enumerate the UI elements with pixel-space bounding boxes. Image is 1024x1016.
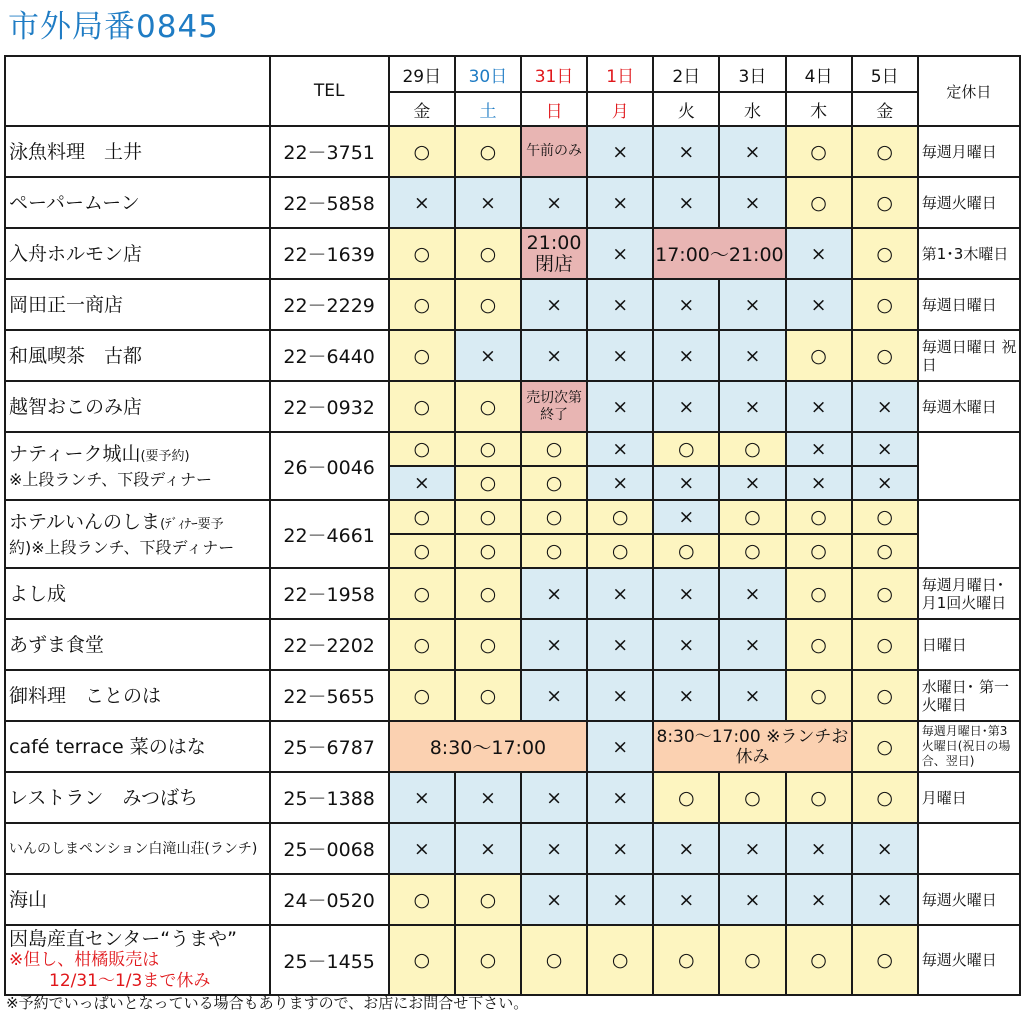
shop-tel: 22－2229 (270, 279, 389, 330)
header-tel: TEL (270, 56, 389, 126)
status: ○ (455, 619, 521, 670)
shop-name-text: 入舟ホルモン店 (9, 242, 143, 265)
status: × (653, 568, 719, 619)
status: × (786, 874, 852, 925)
shop-name-text: よし成 (9, 582, 67, 605)
closed-day: 毎週月曜日 (918, 126, 1020, 177)
shop-name-text: 泳魚料理 土井 (9, 140, 143, 163)
status: × (521, 823, 587, 874)
status: ○ (653, 772, 719, 823)
shop-name (5, 177, 270, 228)
closed-day: 毎週火曜日 (918, 177, 1020, 228)
shop-tel: 22－5655 (270, 670, 389, 721)
status-note: 21:00 閉店 (521, 228, 587, 279)
shop-name (5, 500, 270, 568)
status: × (653, 279, 719, 330)
dinner-status: ○ (389, 534, 455, 568)
status: ○ (852, 568, 918, 619)
dinner-status: × (852, 466, 918, 500)
footnote: ※予約でいっぱいとなっている場合もありますので、お店にお問合せ下さい。 (6, 994, 529, 1012)
status: × (719, 823, 785, 874)
status: ○ (786, 330, 852, 381)
header-date: 2日 (653, 56, 719, 92)
closed-day: 日曜日 (918, 619, 1020, 670)
status: ○ (852, 330, 918, 381)
status: × (719, 177, 785, 228)
header-day: 金 (389, 92, 455, 126)
header-day: 火 (653, 92, 719, 126)
status: ○ (455, 381, 521, 432)
lunch-status: × (786, 432, 852, 466)
dinner-status: ○ (455, 534, 521, 568)
status: ○ (852, 925, 918, 995)
shop-tel: 25－0068 (270, 823, 389, 874)
shop-tel: 22－3751 (270, 126, 389, 177)
closed-day (918, 432, 1020, 500)
status: × (587, 721, 653, 772)
status: ○ (455, 925, 521, 995)
closed-day: 毎週日曜日 祝日 (918, 330, 1020, 381)
status: ○ (786, 568, 852, 619)
lunch-status: ○ (389, 500, 455, 534)
status: × (653, 126, 719, 177)
shop-name-text: 和風喫茶 古都 (9, 344, 143, 367)
lunch-status: ○ (719, 432, 785, 466)
shop-tel: 22－0932 (270, 381, 389, 432)
shop-name-text: ナティーク城山 (9, 442, 141, 465)
closed-day: 毎週月曜日･ 月1回火曜日 (918, 568, 1020, 619)
status: × (653, 177, 719, 228)
status: × (521, 874, 587, 925)
lunch-status: × (852, 432, 918, 466)
header-day: 土 (455, 92, 521, 126)
status: ○ (389, 279, 455, 330)
status: × (653, 619, 719, 670)
shop-name-text: 越智おこのみ店 (9, 395, 143, 418)
status: ○ (389, 925, 455, 995)
header-day: 木 (786, 92, 852, 126)
shop-name (5, 874, 270, 925)
status: ○ (786, 772, 852, 823)
shop-name (5, 568, 270, 619)
status: × (852, 823, 918, 874)
dinner-status: × (719, 466, 785, 500)
status: × (653, 874, 719, 925)
status: × (719, 874, 785, 925)
shop-name-note: ※上段ランチ、下段ディナー (9, 469, 213, 489)
shop-name (5, 925, 270, 995)
shop-name (5, 381, 270, 432)
status-hours: 8:30～17:00 (389, 721, 587, 772)
status: ○ (852, 177, 918, 228)
header-day: 月 (587, 92, 653, 126)
shop-name-sub: (ﾃﾞｨﾅｰ要予 (160, 516, 224, 532)
header-day: 水 (719, 92, 785, 126)
shop-name-text: いんのしまペンション白滝山荘(ランチ) (9, 840, 258, 857)
status: ○ (455, 126, 521, 177)
status: × (786, 279, 852, 330)
shop-tel: 25－1388 (270, 772, 389, 823)
shop-tel: 22－2202 (270, 619, 389, 670)
status: × (719, 619, 785, 670)
header-date: 29日 (389, 56, 455, 92)
status: × (587, 823, 653, 874)
shop-tel: 26－0046 (270, 432, 389, 500)
header-date: 3日 (719, 56, 785, 92)
lunch-status: ○ (786, 500, 852, 534)
dinner-status: ○ (852, 534, 918, 568)
status: × (852, 874, 918, 925)
shop-name-text: レストラン みつばち (9, 786, 199, 809)
dinner-status: × (653, 466, 719, 500)
dinner-status: ○ (455, 466, 521, 500)
dinner-status: × (389, 466, 455, 500)
shop-name-text: 岡田正一商店 (9, 293, 124, 316)
closed-day: 毎週火曜日 (918, 874, 1020, 925)
status: × (389, 823, 455, 874)
status: × (587, 228, 653, 279)
header-date: 5日 (852, 56, 918, 92)
dinner-status: × (587, 466, 653, 500)
shop-name (5, 432, 270, 500)
status: ○ (455, 279, 521, 330)
status: × (587, 126, 653, 177)
status: × (587, 619, 653, 670)
shop-name (5, 279, 270, 330)
status: ○ (389, 228, 455, 279)
status: ○ (389, 126, 455, 177)
status: ○ (852, 619, 918, 670)
status: × (786, 823, 852, 874)
dinner-status: ○ (786, 534, 852, 568)
header-day: 日 (521, 92, 587, 126)
status: ○ (389, 874, 455, 925)
status: × (719, 568, 785, 619)
status-note: 売切次第 終了 (521, 381, 587, 432)
status: ○ (455, 670, 521, 721)
status: ○ (852, 126, 918, 177)
status: × (719, 330, 785, 381)
status: × (455, 823, 521, 874)
lunch-status: ○ (587, 500, 653, 534)
lunch-status: ○ (521, 500, 587, 534)
shop-name (5, 228, 270, 279)
dinner-status: ○ (587, 534, 653, 568)
status-hours: 17:00～21:00 (653, 228, 785, 279)
closed-day: 毎週火曜日 (918, 925, 1020, 995)
lunch-status: ○ (521, 432, 587, 466)
lunch-status: × (653, 500, 719, 534)
dinner-status: ○ (521, 466, 587, 500)
shop-name (5, 126, 270, 177)
status: × (653, 381, 719, 432)
shop-name-text: café terrace 菜のはな (9, 735, 206, 758)
status: × (521, 568, 587, 619)
status: × (653, 330, 719, 381)
status: ○ (653, 925, 719, 995)
closed-day: 毎週木曜日 (918, 381, 1020, 432)
status: × (786, 381, 852, 432)
shop-name (5, 330, 270, 381)
status: × (719, 670, 785, 721)
shop-name (5, 823, 270, 874)
status: × (653, 823, 719, 874)
status: ○ (389, 330, 455, 381)
status: × (587, 568, 653, 619)
status: × (521, 177, 587, 228)
shop-name-text: あずま食堂 (9, 633, 105, 656)
shop-tel: 22－1958 (270, 568, 389, 619)
status: × (719, 279, 785, 330)
status: × (455, 177, 521, 228)
lunch-status: ○ (719, 500, 785, 534)
status: × (455, 330, 521, 381)
shop-name-text: 海山 (9, 888, 48, 911)
status: ○ (389, 619, 455, 670)
shop-name-text: ペーパームーン (9, 191, 140, 214)
dinner-status: × (786, 466, 852, 500)
status: × (587, 330, 653, 381)
shop-name-text: 因島産直センター“うまや” (9, 928, 237, 950)
shop-name (5, 670, 270, 721)
lunch-status: ○ (852, 500, 918, 534)
status: × (587, 772, 653, 823)
status: × (521, 279, 587, 330)
shop-name (5, 619, 270, 670)
status: × (719, 381, 785, 432)
status: ○ (455, 228, 521, 279)
status: ○ (786, 925, 852, 995)
shop-name-text: ホテルいんのしま (9, 510, 161, 533)
status: × (521, 330, 587, 381)
status: × (521, 670, 587, 721)
status: ○ (852, 670, 918, 721)
status: ○ (455, 568, 521, 619)
closed-day: 第1･3木曜日 (918, 228, 1020, 279)
status: ○ (786, 126, 852, 177)
status: × (521, 619, 587, 670)
header-date: 1日 (587, 56, 653, 92)
shop-tel: 22－1639 (270, 228, 389, 279)
status: × (389, 772, 455, 823)
status: ○ (389, 568, 455, 619)
status: ○ (852, 279, 918, 330)
shop-tel: 25－1455 (270, 925, 389, 995)
closed-day (918, 500, 1020, 568)
status: ○ (852, 228, 918, 279)
closed-day: 毎週日曜日 (918, 279, 1020, 330)
status: × (587, 874, 653, 925)
status: ○ (521, 925, 587, 995)
dinner-status: ○ (719, 534, 785, 568)
closed-day: 毎週月曜日･第3火曜日(祝日の場合、翌日) (918, 721, 1020, 772)
schedule-table (4, 55, 1021, 996)
status: ○ (786, 670, 852, 721)
header-blank (5, 56, 270, 126)
status: ○ (852, 772, 918, 823)
status: × (587, 177, 653, 228)
status: × (653, 670, 719, 721)
lunch-status: ○ (455, 432, 521, 466)
dinner-status: ○ (653, 534, 719, 568)
header-date: 4日 (786, 56, 852, 92)
status: ○ (587, 925, 653, 995)
status: × (587, 381, 653, 432)
status: ○ (852, 721, 918, 772)
shop-name-note2: 12/31～1/3まで休み (49, 971, 211, 991)
header-day: 金 (852, 92, 918, 126)
status: ○ (389, 670, 455, 721)
lunch-status: × (587, 432, 653, 466)
lunch-status: ○ (389, 432, 455, 466)
status: ○ (786, 619, 852, 670)
shop-tel: 25－6787 (270, 721, 389, 772)
header-closed: 定休日 (918, 56, 1020, 126)
shop-name (5, 772, 270, 823)
header-date: 30日 (455, 56, 521, 92)
closed-day (918, 823, 1020, 874)
page-title: 市外局番0845 (8, 9, 219, 45)
status: × (455, 772, 521, 823)
status-hours: 8:30～17:00 ※ランチお休み (653, 721, 851, 772)
shop-name-text: 御料理 ことのは (9, 684, 162, 707)
shop-name (5, 721, 270, 772)
status: ○ (389, 381, 455, 432)
dinner-status: ○ (521, 534, 587, 568)
status: × (389, 177, 455, 228)
closed-day: 水曜日･ 第一火曜日 (918, 670, 1020, 721)
status: ○ (719, 772, 785, 823)
shop-tel: 22－5858 (270, 177, 389, 228)
shop-name-note: ※但し、柑橘販売は (9, 950, 160, 970)
status: × (587, 279, 653, 330)
status: ○ (455, 874, 521, 925)
status: × (719, 126, 785, 177)
status: × (587, 670, 653, 721)
status: × (786, 228, 852, 279)
status: ○ (719, 925, 785, 995)
shop-tel: 22－6440 (270, 330, 389, 381)
shop-name-sub: (要予約) (140, 448, 190, 464)
lunch-status: ○ (653, 432, 719, 466)
lunch-status: ○ (455, 500, 521, 534)
shop-tel: 22－4661 (270, 500, 389, 568)
status: ○ (786, 177, 852, 228)
closed-day: 月曜日 (918, 772, 1020, 823)
status: × (852, 381, 918, 432)
shop-tel: 24－0520 (270, 874, 389, 925)
status: × (521, 772, 587, 823)
shop-name-note: 約)※上段ランチ、下段ディナー (9, 537, 235, 557)
status-note: 午前のみ (521, 126, 587, 177)
header-date: 31日 (521, 56, 587, 92)
